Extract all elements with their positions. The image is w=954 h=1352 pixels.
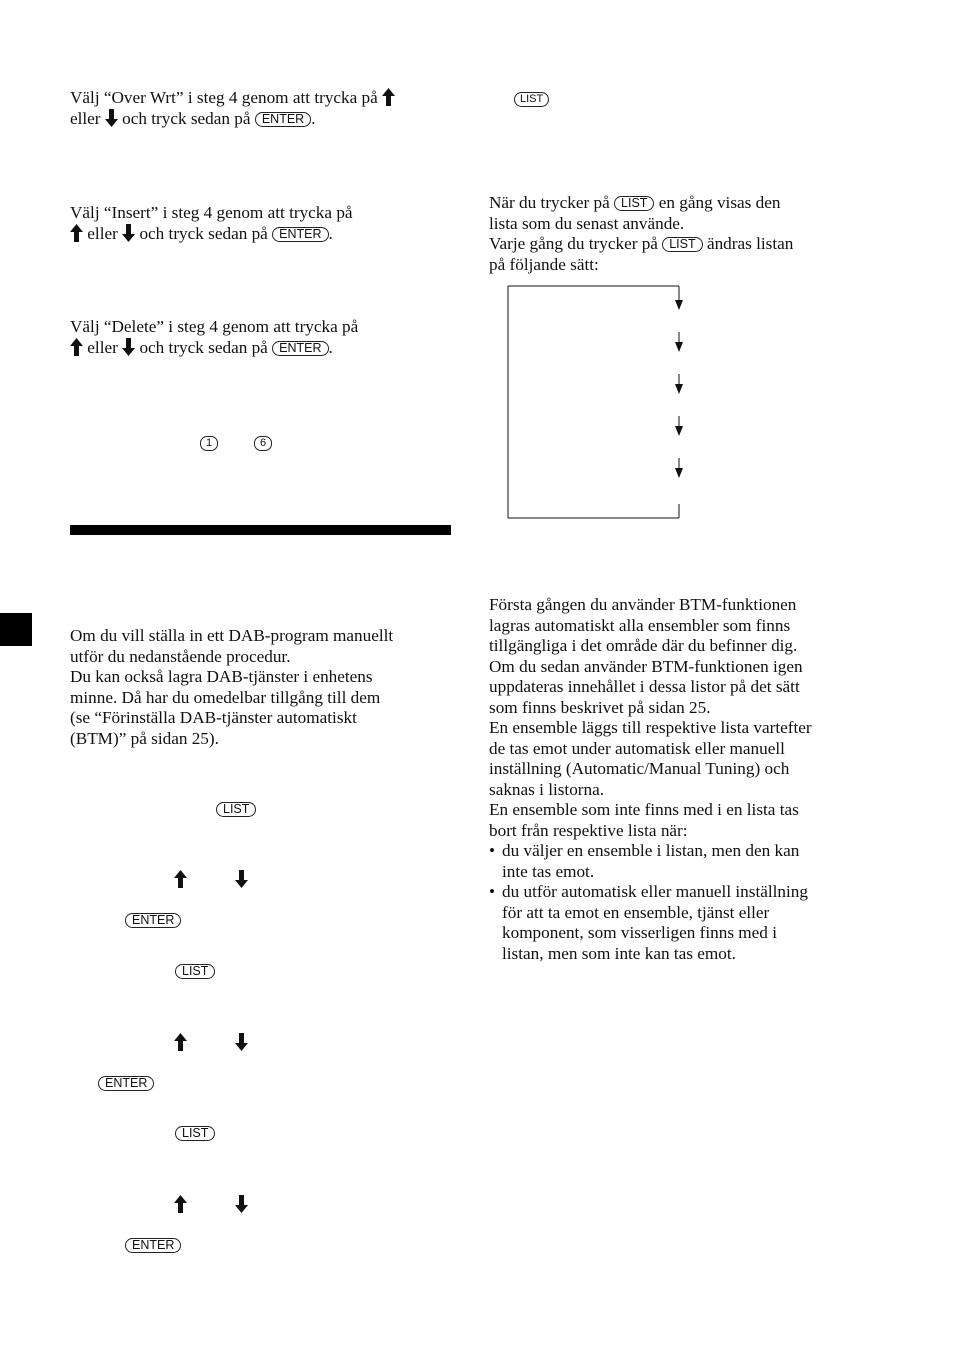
section-rule	[70, 525, 451, 535]
btm-line: En ensemble läggs till respektive lista vartefter	[489, 718, 812, 737]
up-arrow-icon	[174, 1033, 187, 1051]
bullet-line: inte tas emot.	[502, 861, 595, 881]
overwrite-instruction	[70, 88, 395, 129]
btm-line: saknas i listorna.	[489, 779, 605, 799]
btm-paragraph	[489, 595, 812, 964]
list-para-text: lista som du senast använde.	[489, 213, 685, 233]
insert-tryck: och tryck sedan på	[139, 223, 268, 243]
down-arrow-icon	[675, 468, 683, 478]
btm-line: de tas emot under automatisk eller manuell	[489, 738, 785, 758]
overwrite-eller: eller	[70, 108, 101, 128]
btm-line: Första gången du använder BTM-funktionen	[489, 595, 797, 614]
down-arrow-icon	[675, 342, 683, 352]
list-cycle-diagram	[500, 280, 700, 525]
bullet-line: listan, men som inte kan tas emot.	[502, 943, 736, 963]
intro-line: (se “Förinställa DAB-tjänster automatiskt	[70, 708, 357, 727]
btm-line: bort från respektive lista när:	[489, 820, 688, 840]
page-tab-marker	[0, 613, 32, 646]
bullet-line: du utför automatisk eller manuell inställning	[502, 882, 808, 901]
delete-period: .	[328, 337, 333, 357]
enter-key: ENTER	[98, 1076, 154, 1091]
down-arrow-icon	[235, 1195, 248, 1213]
list-para-text: ändras listan	[706, 234, 794, 253]
btm-line: En ensemble som inte finns med i en lista tas	[489, 800, 799, 819]
overwrite-tryck: och tryck sedan på	[122, 108, 251, 128]
insert-period: .	[328, 223, 333, 243]
btm-line: som finns beskrivet på sidan 25.	[489, 697, 711, 717]
enter-key: ENTER	[125, 913, 181, 928]
down-arrow-icon	[122, 224, 135, 242]
bullet-line: du väljer en ensemble i listan, men den kan	[502, 841, 800, 860]
list-key: LIST	[662, 237, 702, 252]
list-key: LIST	[175, 1126, 215, 1141]
intro-line: (BTM)” på sidan 25).	[70, 728, 219, 748]
overwrite-period: .	[311, 108, 316, 128]
intro-line: Du kan också lagra DAB-tjänster i enhetens	[70, 667, 373, 686]
intro-line: utför du nedanstående procedur.	[70, 646, 291, 666]
list-para-text: När du trycker på	[489, 193, 610, 212]
up-arrow-icon	[174, 1195, 187, 1213]
down-arrow-icon	[122, 338, 135, 356]
enter-key: ENTER	[255, 112, 311, 127]
btm-line: lagras automatiskt alla ensembler som finns	[489, 615, 791, 635]
list-para-text: Varje gång du trycker på	[489, 234, 658, 253]
enter-key: ENTER	[272, 341, 328, 356]
overwrite-line1: Välj “Over Wrt” i steg 4 genom att trycka på	[70, 88, 378, 107]
list-key: LIST	[614, 196, 654, 211]
bullet-dot: •	[489, 841, 496, 860]
delete-tryck: och tryck sedan på	[139, 337, 268, 357]
down-arrow-icon	[235, 1033, 248, 1051]
up-arrow-icon	[70, 338, 83, 356]
btm-line: uppdateras innehållet i dessa listor på det sätt	[489, 677, 800, 696]
btm-line: Om du sedan använder BTM-funktionen igen	[489, 656, 803, 676]
list-cycle-paragraph	[489, 193, 793, 275]
up-arrow-icon	[70, 224, 83, 242]
insert-eller: eller	[87, 223, 118, 243]
list-key: LIST	[514, 92, 549, 107]
bullet-item	[489, 882, 812, 964]
down-arrow-icon	[105, 109, 118, 127]
bullet-dot: •	[489, 882, 496, 901]
enter-key: ENTER	[125, 1238, 181, 1253]
up-arrow-icon	[382, 88, 395, 106]
delete-instruction	[70, 317, 358, 358]
insert-line1: Välj “Insert” i steg 4 genom att trycka på	[70, 203, 353, 222]
intro-line: Om du vill ställa in ett DAB-program manuellt	[70, 626, 394, 645]
btm-line: inställning (Automatic/Manual Tuning) och	[489, 759, 790, 778]
bullet-item	[489, 841, 812, 882]
up-arrow-icon	[174, 870, 187, 888]
down-arrow-icon	[675, 300, 683, 310]
insert-instruction	[70, 203, 353, 244]
list-key: LIST	[175, 964, 215, 979]
bullet-line: för att ta emot en ensemble, tjänst eller	[502, 902, 770, 922]
preset-key-6: 6	[254, 436, 272, 451]
down-arrow-icon	[675, 384, 683, 394]
list-key: LIST	[216, 802, 256, 817]
enter-key: ENTER	[272, 227, 328, 242]
intro-line: minne. Då har du omedelbar tillgång till dem	[70, 687, 381, 707]
btm-line: tillgängliga i det område där du befinner dig.	[489, 636, 798, 655]
preset-key-1: 1	[200, 436, 218, 451]
down-arrow-icon	[235, 870, 248, 888]
list-para-text: på följande sätt:	[489, 254, 599, 274]
bullet-line: komponent, som visserligen finns med i	[502, 923, 777, 942]
manual-tuning-intro	[70, 626, 393, 749]
delete-line1: Välj “Delete” i steg 4 genom att trycka på	[70, 317, 359, 336]
down-arrow-icon	[675, 426, 683, 436]
list-para-text: en gång visas den	[658, 193, 781, 212]
delete-eller: eller	[87, 337, 118, 357]
